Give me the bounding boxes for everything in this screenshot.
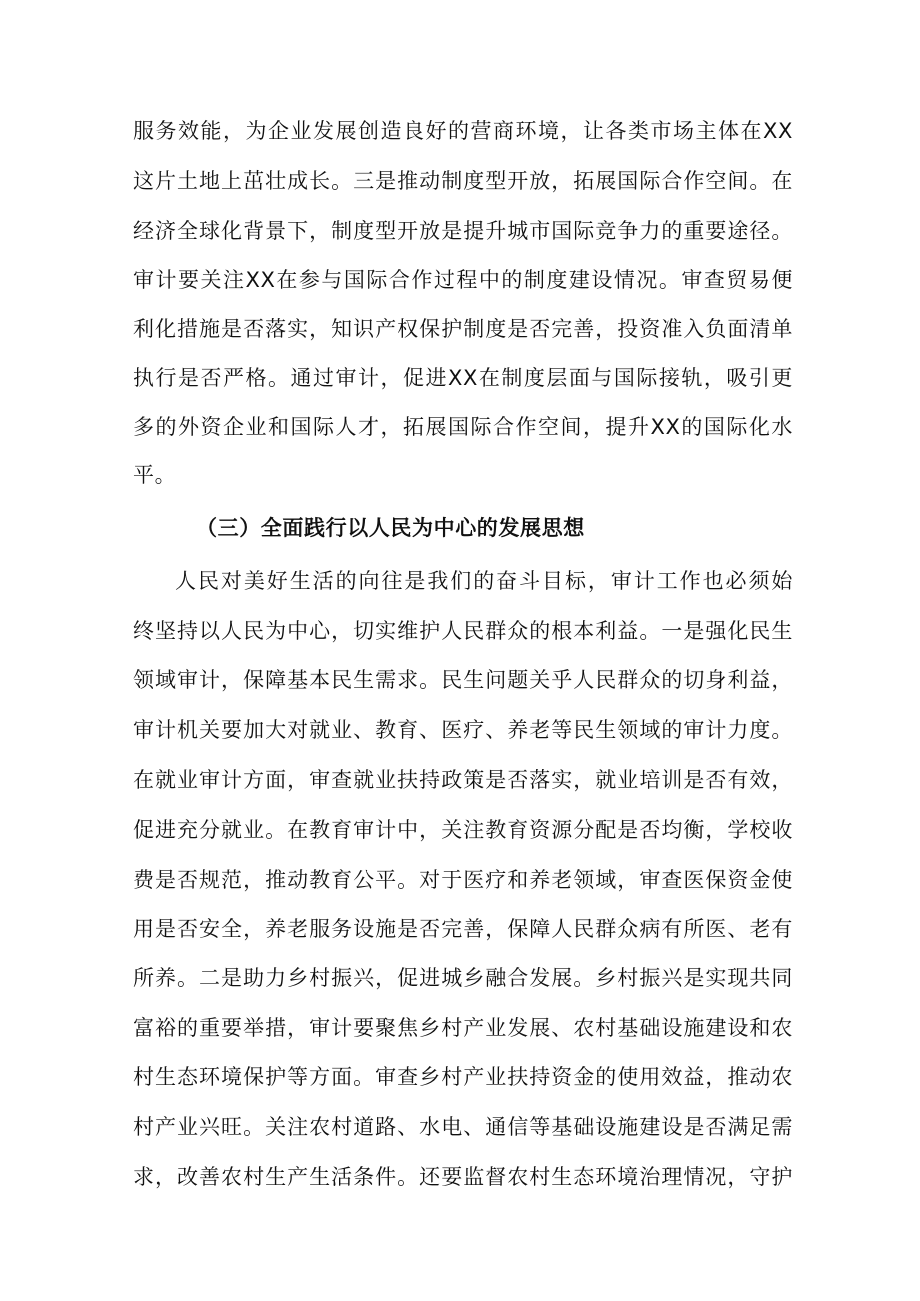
paragraph-1-line: 执行是否严格。通过审计，促进XX在制度层面与国际接轨，吸引更: [133, 366, 793, 390]
paragraph-2-line: 村产业兴旺。关注农村道路、水电、通信等基础设施建设是否满足需: [133, 1115, 793, 1139]
paragraph-1-line: 经济全球化背景下，制度型开放是提升城市国际竞争力的重要途径。: [133, 219, 793, 243]
paragraph-2-line: 促进充分就业。在教育审计中，关注教育资源分配是否均衡，学校收: [133, 818, 793, 842]
paragraph-2-line: 所养。二是助力乡村振兴，促进城乡融合发展。乡村振兴是实现共同: [133, 966, 793, 990]
paragraph-2-line: 村生态环境保护等方面。审查乡村产业扶持资金的使用效益，推动农: [133, 1065, 793, 1089]
paragraph-1-line: 多的外资企业和国际人才，拓展国际合作空间，提升XX的国际化水: [133, 415, 793, 439]
paragraph-2-line: 用是否安全，养老服务设施是否完善，保障人民群众病有所医、老有: [133, 917, 793, 941]
paragraph-2-line: 在就业审计方面，审查就业扶持政策是否落实，就业培训是否有效，: [133, 768, 793, 792]
paragraph-1-line: 平。: [133, 463, 177, 487]
paragraph-2-line: 领域审计，保障基本民生需求。民生问题关乎人民群众的切身利益，: [133, 668, 793, 692]
paragraph-2-line: 人民对美好生活的向往是我们的奋斗目标，审计工作也必须始: [175, 569, 793, 593]
paragraph-2-line: 费是否规范，推动教育公平。对于医疗和养老领域，审查医保资金使: [133, 868, 793, 892]
paragraph-2-line: 求，改善农村生产生活条件。还要监督农村生态环境治理情况，守护: [133, 1165, 793, 1189]
paragraph-1-line: 服务效能，为企业发展创造良好的营商环境，让各类市场主体在XX: [133, 119, 793, 143]
paragraph-1-line: 审计要关注XX在参与国际合作过程中的制度建设情况。审查贸易便: [133, 268, 793, 292]
paragraph-1-line: 这片土地上茁壮成长。三是推动制度型开放，拓展国际合作空间。在: [133, 169, 793, 193]
section-heading: （三）全面践行以人民为中心的发展思想: [196, 516, 585, 540]
paragraph-1-line: 利化措施是否落实，知识产权保护制度是否完善，投资准入负面清单: [133, 317, 793, 341]
paragraph-2-line: 审计机关要加大对就业、教育、医疗、养老等民生领域的审计力度。: [133, 718, 793, 742]
paragraph-2-line: 富裕的重要举措，审计要聚焦乡村产业发展、农村基础设施建设和农: [133, 1016, 793, 1040]
paragraph-2-line: 终坚持以人民为中心，切实维护人民群众的根本利益。一是强化民生: [133, 619, 793, 643]
